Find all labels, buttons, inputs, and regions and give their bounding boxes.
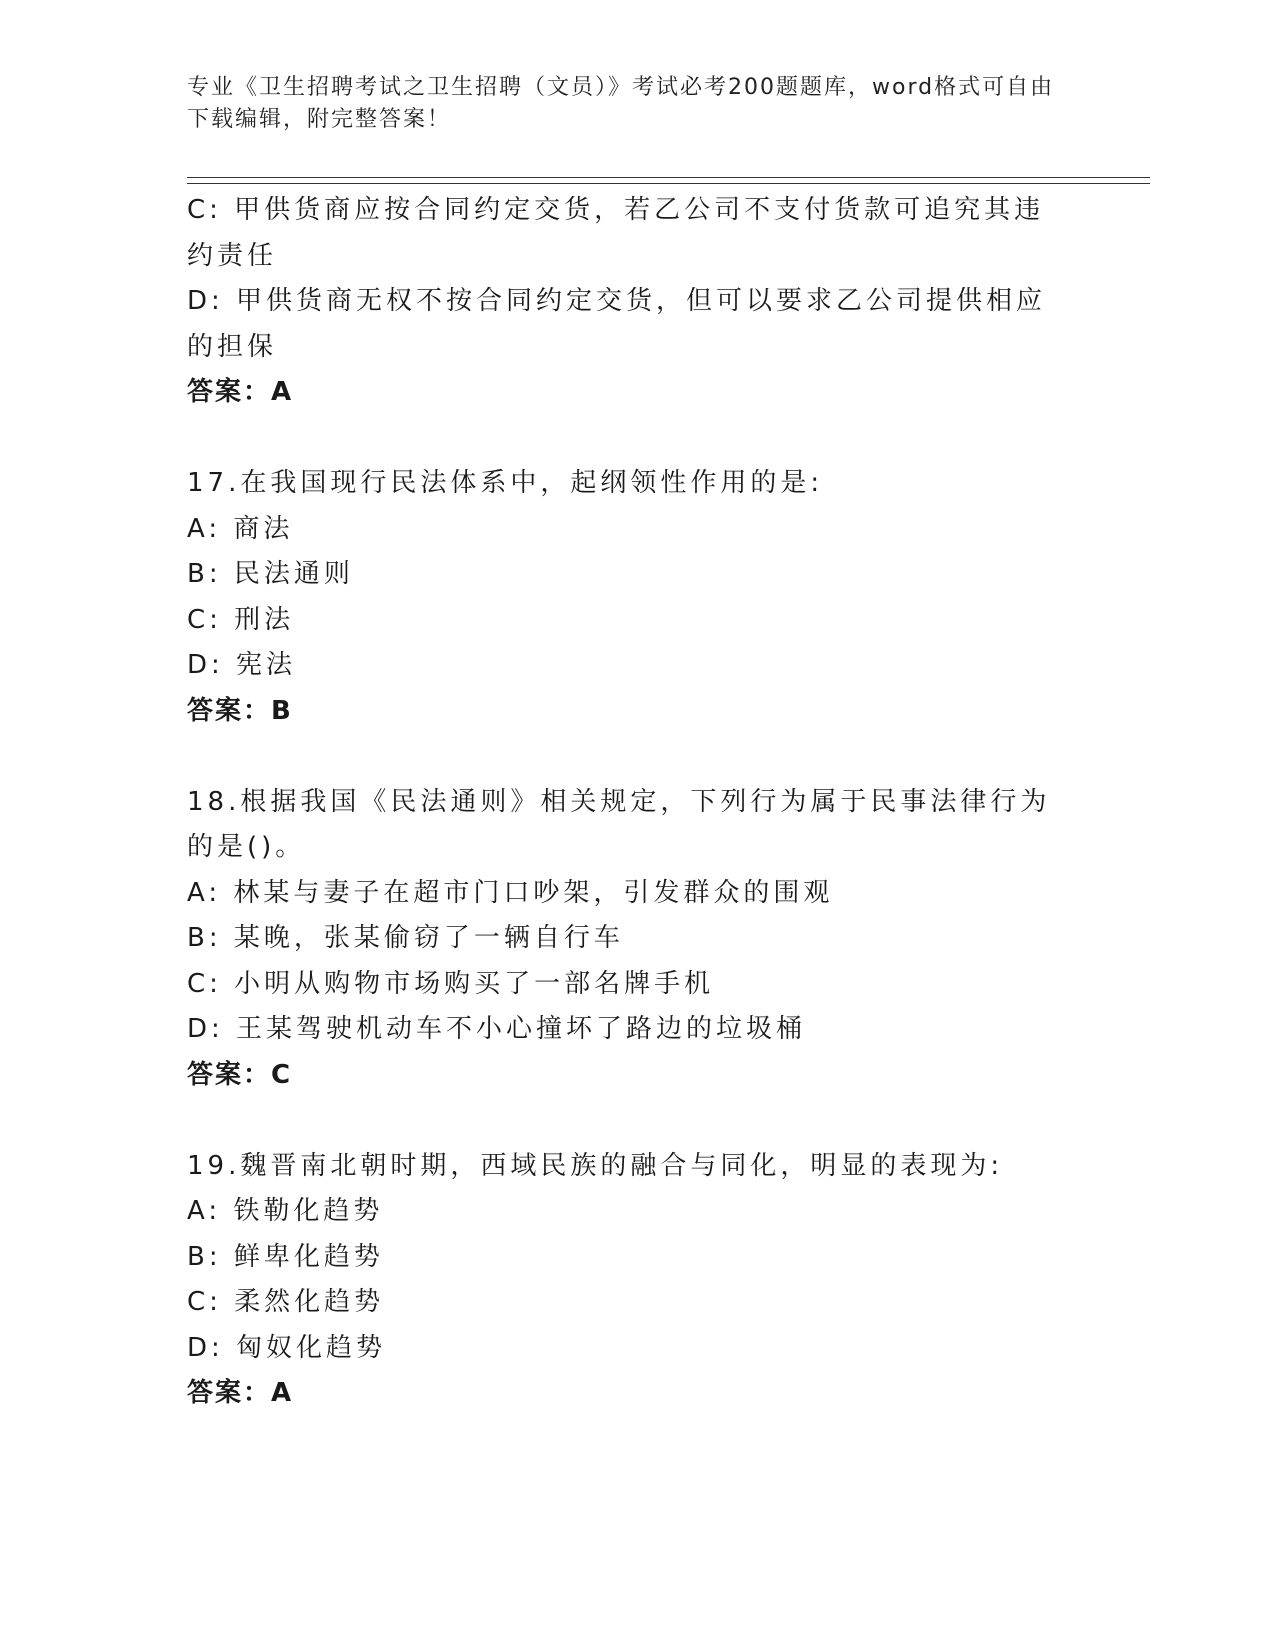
option-c: C: 柔然化趋势 bbox=[187, 1287, 385, 1317]
option-b: B: 鲜卑化趋势 bbox=[187, 1241, 384, 1272]
answer-line: 答案：C bbox=[187, 1059, 293, 1090]
answer-line: 答案：B bbox=[187, 695, 293, 726]
option-d: D: 匈奴化趋势 bbox=[187, 1332, 387, 1363]
option-a: A: 商法 bbox=[187, 513, 294, 544]
spacer bbox=[187, 1098, 1087, 1144]
option-a: A: 铁勒化趋势 bbox=[187, 1196, 384, 1226]
option-b: B: 民法通则 bbox=[187, 559, 354, 589]
answer-line: 答案：A bbox=[187, 1378, 294, 1408]
question-stem: 18.根据我国《民法通则》相关规定，下列行为属于民事法律行为的是()。 bbox=[187, 786, 1051, 862]
question-stem: 19.魏晋南北朝时期，西域民族的融合与同化，明显的表现为: bbox=[187, 1150, 1004, 1181]
option-c: C: 甲供货商应按合同约定交货，若乙公司不支付货款可追究其违约责任 bbox=[187, 195, 1045, 271]
document-header: 专业《卫生招聘考试之卫生招聘（文员）》考试必考200题题库，word格式可自由下载编辑，附完整答案！ bbox=[187, 75, 1055, 132]
option-c: C: 小明从购物市场购买了一部名牌手机 bbox=[187, 968, 715, 999]
question-content bbox=[187, 188, 1087, 1417]
header-rule-bottom bbox=[187, 183, 1150, 184]
option-c: C: 刑法 bbox=[187, 604, 295, 635]
answer-line: 答案：A bbox=[187, 377, 294, 407]
spacer bbox=[187, 416, 1087, 462]
option-d: D: 甲供货商无权不按合同约定交货，但可以要求乙公司提供相应的担保 bbox=[187, 286, 1047, 362]
option-d: D: 王某驾驶机动车不小心撞坏了路边的垃圾桶 bbox=[187, 1014, 807, 1044]
option-d: D: 宪法 bbox=[187, 650, 297, 680]
question-stem: 17.在我国现行民法体系中，起纲领性作用的是: bbox=[187, 468, 824, 498]
option-b: B: 某晚，张某偷窃了一辆自行车 bbox=[187, 923, 624, 953]
spacer bbox=[187, 734, 1087, 780]
option-a: A: 林某与妻子在超市门口吵架，引发群众的围观 bbox=[187, 877, 834, 908]
header-rule-top bbox=[187, 177, 1150, 178]
